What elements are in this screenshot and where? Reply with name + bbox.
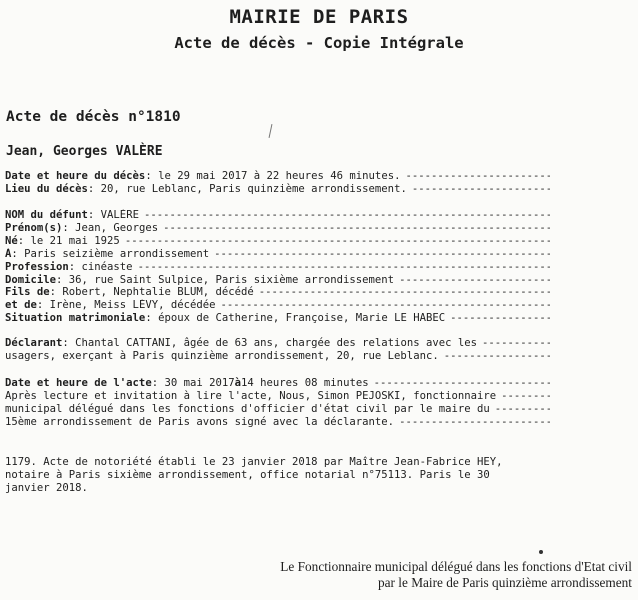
document-title: MAIRIE DE PARIS (229, 6, 409, 28)
prenom-line (5, 222, 550, 235)
declarant-line-1 (5, 337, 550, 350)
declarant-label: Déclarant (5, 337, 63, 349)
act-datetime-label: Date et heure de l'acte (5, 377, 152, 389)
domicile-value: : 36, rue Saint Sulpice, Paris sixième arrondissement (56, 273, 395, 286)
mother-line (5, 299, 550, 312)
father-label: Fils de (5, 286, 50, 299)
notary-mention (5, 456, 502, 495)
document-subtitle: Acte de décès - Copie Intégrale (174, 34, 464, 52)
signature-block (280, 559, 632, 591)
act-text-line-2 (5, 390, 550, 403)
marital-status-value: : époux de Catherine, Françoise, Marie LE HABEC (145, 312, 446, 325)
ne-line (5, 235, 550, 248)
nom-value: : VALÈRE (87, 209, 139, 221)
death-datetime-value: : le 29 mai 2017 à 22 heures 46 minutes. (145, 170, 401, 182)
declarant-value-2: usagers, exerçant à Paris quinzième arrondissement, 20, rue Leblanc. (5, 349, 439, 362)
pen-mark (269, 124, 273, 138)
birthplace-value: : Paris seizième arrondissement (11, 247, 210, 260)
declarant-value: : Chantal CATTANI, âgée de 63 ans, chargée des relations avec les (62, 337, 477, 349)
prenom-value: : Jean, Georges (62, 221, 159, 234)
mother-label: et de (5, 299, 37, 312)
act-text-line-4 (5, 416, 550, 429)
death-datetime-label: Date et heure du décès (5, 170, 146, 182)
act-details (5, 377, 550, 429)
profession-label: Profession (5, 260, 69, 273)
birthplace-line (5, 248, 550, 261)
father-line (5, 286, 550, 299)
signature-line-2: par le Maire de Paris quinzième arrondissement (377, 575, 632, 590)
act-number: Acte de décès n°1810 (6, 109, 181, 125)
mother-value: : Irène, Meiss LÉVY, décédée (36, 299, 216, 312)
death-datetime-line (5, 170, 550, 183)
father-value: : Robert, Nephtalie BLUM, décédé (49, 286, 254, 299)
profession-value: : cinéaste (68, 260, 133, 273)
act-text-line-3 (5, 403, 550, 416)
act-text-4: 15ème arrondissement de Paris avons signé avec la déclarante. (5, 415, 395, 428)
prenom-label: Prénom(s) (5, 221, 63, 234)
death-place-value: : 20, rue Leblanc, Paris quinzième arrondissement. (87, 182, 407, 195)
death-place-line (5, 183, 550, 196)
act-text-3: municipal délégué dans les fonctions d'officier d'état civil par le maire du (5, 402, 490, 415)
act-datetime-time: 14 heures 08 minutes (241, 377, 369, 389)
ne-label: Né (5, 234, 18, 247)
act-datetime-line (5, 377, 550, 390)
notary-line-1: 1179. Acte de notoriété établi le 23 janvier 2018 par Maître Jean-Fabrice HEY, (5, 456, 503, 468)
domicile-label: Domicile (5, 273, 57, 286)
act-text-2: Après lecture et invitation à lire l'acte, Nous, Simon PEJOSKI, fonctionnaire (5, 389, 497, 402)
domicile-line (5, 274, 550, 287)
act-datetime-a: à (234, 377, 242, 389)
person-name: Jean, Georges VALÈRE (6, 144, 163, 159)
nom-line (5, 209, 550, 222)
notary-line-2: notaire à Paris sixième arrondissement, office notarial n°75113. Paris le 30 (5, 469, 490, 481)
profession-line (5, 261, 550, 274)
ink-dot (539, 550, 543, 554)
death-place-label: Lieu du décès (5, 182, 88, 195)
deceased-details (5, 209, 550, 325)
ne-value: : le 21 mai 1925 (17, 234, 120, 247)
declarant-details (5, 337, 550, 363)
marital-status-line (5, 312, 550, 325)
act-datetime-value: : 30 mai 2017 (151, 377, 235, 389)
marital-status-label: Situation matrimoniale (5, 312, 146, 325)
nom-label: NOM du défunt (5, 209, 88, 221)
declarant-line-2 (5, 350, 550, 363)
death-details (5, 170, 550, 196)
birthplace-label: À (5, 247, 12, 260)
signature-line-1: Le Fonctionnaire municipal délégué dans les fonctions d'Etat civil (280, 559, 632, 574)
notary-line-3: janvier 2018. (5, 482, 88, 494)
